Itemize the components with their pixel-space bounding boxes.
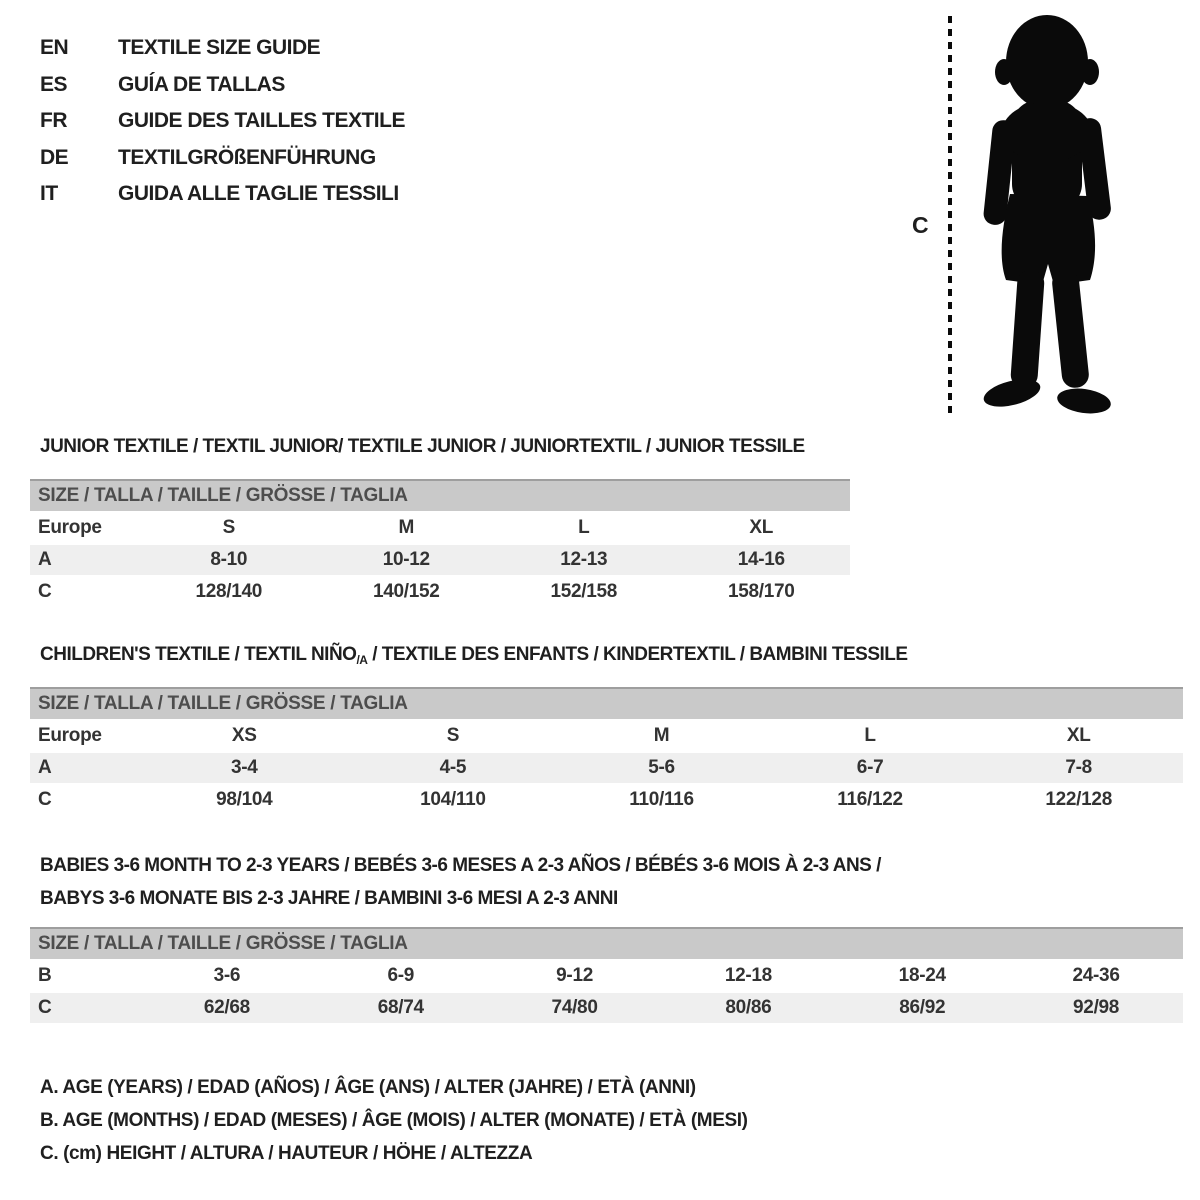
- height-cell: 86/92: [899, 997, 946, 1018]
- table-row-height: [30, 577, 850, 607]
- language-code: DE: [40, 145, 69, 169]
- age-cell: 3-4: [231, 757, 258, 778]
- height-cell: 110/116: [629, 789, 694, 810]
- language-row-en: [40, 30, 405, 67]
- height-cell: 80/86: [725, 997, 772, 1018]
- size-cell: M: [398, 517, 415, 538]
- age-cell: 7-8: [1065, 757, 1092, 778]
- height-measure-label: C: [912, 212, 929, 238]
- row-label: B: [38, 965, 52, 986]
- legend-line-c: C. (cm) HEIGHT / ALTURA / HAUTEUR / HÖHE / ALTEZZA: [40, 1143, 533, 1164]
- height-cell: 116/122: [837, 789, 903, 810]
- babies-title-line1: BABIES 3-6 MONTH TO 2-3 YEARS / BEBÉS 3-6 MESES A 2-3 AÑOS / BÉBÉS 3-6 MOIS À 2-3 ANS /: [40, 855, 881, 876]
- months-cell: 24-36: [1072, 965, 1120, 986]
- size-cell: S: [446, 725, 460, 746]
- language-row-es: [40, 67, 405, 104]
- language-row-fr: [40, 103, 405, 140]
- size-cell: S: [222, 517, 235, 538]
- legend-line-b: B. AGE (MONTHS) / EDAD (MESES) / ÂGE (MOIS) / ALTER (MONATE) / ETÀ (MESI): [40, 1110, 748, 1131]
- babies-title-line2: BABYS 3-6 MONATE BIS 2-3 JAHRE / BAMBINI 3-6 MESI A 2-3 ANNI: [40, 888, 618, 909]
- language-title-list: [40, 30, 405, 213]
- row-label: C: [38, 997, 52, 1018]
- months-cell: 9-12: [556, 965, 593, 986]
- row-label: A: [38, 757, 52, 778]
- legend-line-a: A. AGE (YEARS) / EDAD (AÑOS) / ÂGE (ANS) / ALTER (JAHRE) / ETÀ (ANNI): [40, 1077, 696, 1098]
- height-cell: 68/74: [377, 997, 424, 1018]
- months-cell: 12-18: [724, 965, 772, 986]
- size-cell: XS: [231, 725, 257, 746]
- age-cell: 6-7: [856, 757, 884, 778]
- age-cell: 8-10: [210, 549, 248, 570]
- language-row-de: [40, 140, 405, 177]
- language-title: GUÍA DE TALLAS: [118, 72, 285, 96]
- row-label: A: [38, 549, 52, 570]
- row-label: C: [38, 789, 52, 810]
- height-cell: 104/110: [420, 789, 486, 810]
- language-code: FR: [40, 109, 67, 133]
- row-label: C: [38, 581, 52, 602]
- age-cell: 10-12: [382, 549, 430, 570]
- height-cell: 98/104: [216, 789, 273, 810]
- table-row-months: [30, 961, 1183, 991]
- row-label: Europe: [38, 517, 102, 538]
- height-dashed-line: [948, 16, 952, 416]
- table-row-height: [30, 785, 1183, 815]
- months-cell: 18-24: [898, 965, 946, 986]
- language-code: EN: [40, 36, 69, 60]
- babies-size-table: [30, 927, 1183, 1023]
- language-code: ES: [40, 72, 68, 96]
- measurement-legend: [40, 1071, 748, 1170]
- children-section-title: [40, 644, 908, 666]
- size-header-bar: SIZE / TALLA / TAILLE / GRÖSSE / TAGLIA: [30, 479, 850, 511]
- months-cell: 6-9: [387, 965, 415, 986]
- language-title: GUIDA ALLE TAGLIE TESSILI: [118, 182, 399, 206]
- size-cell: XL: [1066, 725, 1091, 746]
- table-row-height: [30, 993, 1183, 1023]
- height-cell: 74/80: [551, 997, 598, 1018]
- children-size-table: [30, 687, 1183, 815]
- junior-size-table: [30, 479, 850, 607]
- language-title: GUIDE DES TAILLES TEXTILE: [118, 109, 405, 133]
- table-row-europe: [30, 513, 850, 543]
- language-title: TEXTILGRÖßENFÜHRUNG: [118, 145, 376, 169]
- size-cell: L: [578, 517, 590, 538]
- children-title-post: / TEXTILE DES ENFANTS / KINDERTEXTIL / BAMBINI TESSILE: [367, 644, 908, 665]
- language-row-it: [40, 176, 405, 213]
- age-cell: 14-16: [737, 549, 785, 570]
- height-cell: 140/152: [372, 581, 440, 602]
- height-cell: 92/98: [1073, 997, 1120, 1018]
- height-cell: 158/170: [727, 581, 795, 602]
- children-title-pre: CHILDREN'S TEXTILE / TEXTIL NIÑO: [40, 644, 357, 665]
- table-row-age: [30, 753, 1183, 783]
- table-row-age: [30, 545, 850, 575]
- age-cell: 12-13: [560, 549, 608, 570]
- size-header-bar: SIZE / TALLA / TAILLE / GRÖSSE / TAGLIA: [30, 927, 1183, 959]
- height-cell: 122/128: [1045, 789, 1112, 810]
- height-cell: 128/140: [195, 581, 263, 602]
- language-code: IT: [40, 182, 58, 206]
- age-cell: 4-5: [439, 757, 467, 778]
- babies-section-title: [40, 849, 881, 915]
- months-cell: 3-6: [213, 965, 241, 986]
- height-cell: 152/158: [550, 581, 618, 602]
- size-cell: L: [864, 725, 876, 746]
- height-cell: 62/68: [203, 997, 250, 1018]
- size-header-bar: SIZE / TALLA / TAILLE / GRÖSSE / TAGLIA: [30, 687, 1183, 719]
- size-cell: XL: [749, 517, 774, 538]
- junior-section-title: JUNIOR TEXTILE / TEXTIL JUNIOR/ TEXTILE JUNIOR / JUNIORTEXTIL / JUNIOR TESSILE: [40, 436, 805, 457]
- size-cell: M: [653, 725, 670, 746]
- toddler-silhouette-image: [962, 12, 1137, 416]
- table-row-europe: [30, 721, 1183, 751]
- age-cell: 5-6: [648, 757, 675, 778]
- language-title: TEXTILE SIZE GUIDE: [118, 36, 321, 60]
- children-title-sub: /A: [356, 653, 368, 667]
- row-label: Europe: [38, 725, 102, 746]
